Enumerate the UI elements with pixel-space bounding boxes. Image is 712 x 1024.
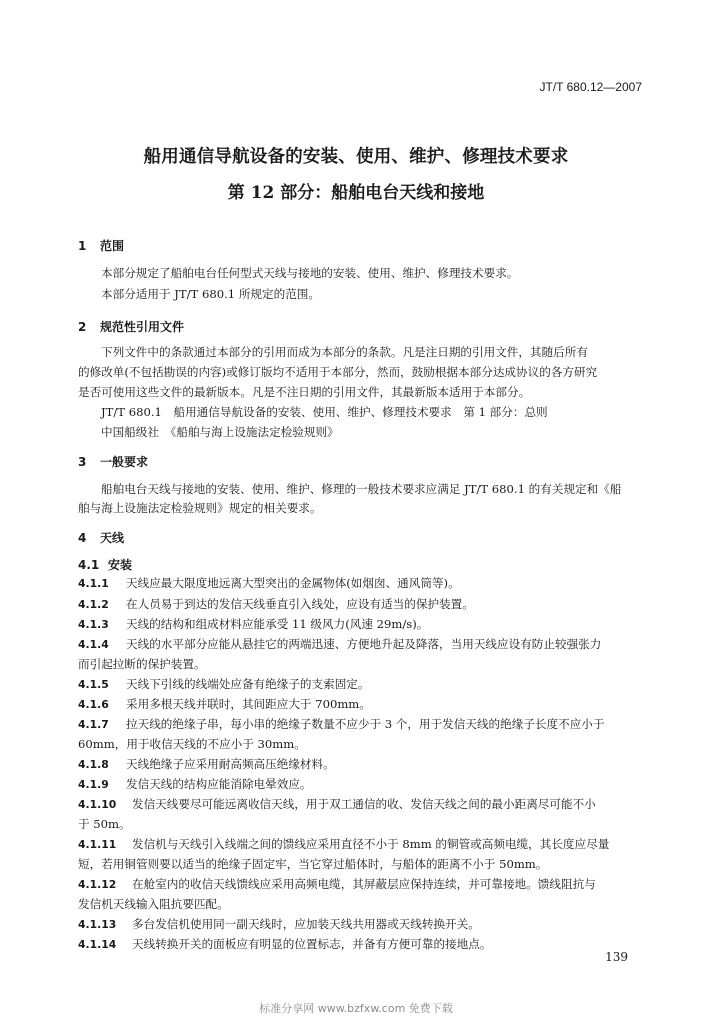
paragraph-line: 是否可使用这些文件的最新版本。凡是不注日期的引用文件，其最新版本适用于本部分。 — [78, 385, 531, 399]
subsection-title: 安装 — [108, 558, 133, 572]
clause-continuation: 发信机天线输入阻抗要匹配。 — [78, 897, 229, 911]
subsection-heading-installation — [78, 556, 132, 573]
clause-text: 在人员易于到达的发信天线垂直引入线处，应设有适当的保护装置。 — [126, 597, 474, 611]
clause-4-1-4 — [78, 636, 601, 653]
reference-item: JT/T 680.1 船用通信导航设备的安装、使用、维护、修理技术要求 第 1 部分：总则 — [101, 405, 548, 419]
clause-number: 4.1.13 — [78, 918, 117, 931]
section-heading-scope — [78, 237, 124, 254]
clause-4-1-2 — [78, 596, 474, 613]
clause-text: 天线转换开关的面板应有明显的位置标志，并备有方便可靠的接地点。 — [132, 937, 492, 951]
reference-item: 中国船级社 《船舶与海上设施法定检验规则》 — [101, 425, 339, 439]
clause-continuation: 于 50m。 — [78, 817, 131, 831]
clause-4-1-6 — [78, 696, 371, 713]
clause-number: 4.1.5 — [78, 678, 109, 691]
clause-text: 采用多根天线并联时，其间距应大于 700mm。 — [126, 697, 371, 711]
clause-4-1-7 — [78, 716, 605, 733]
section-number: 2 — [78, 320, 87, 334]
clause-number: 4.1.2 — [78, 598, 109, 611]
clause-4-1-11 — [78, 836, 609, 853]
section-number: 4 — [78, 531, 87, 545]
clause-4-1-5 — [78, 676, 369, 693]
clause-4-1-3 — [78, 616, 428, 633]
clause-continuation: 而引起拉断的保护装置。 — [78, 657, 206, 671]
section-title: 天线 — [100, 531, 125, 545]
clause-number: 4.1.14 — [78, 938, 117, 951]
section-title: 规范性引用文件 — [100, 320, 185, 334]
clause-text: 发信天线要尽可能远离收信天线，用于双工通信的收、发信天线之间的最小距离尽可能不小 — [132, 797, 596, 811]
clause-text: 拉天线的绝缘子串，每小串的绝缘子数量不应少于 3 个，用于发信天线的绝缘子长度不应小于 — [126, 717, 605, 731]
section-heading-general-requirements — [78, 453, 148, 470]
paragraph-line: 船舶电台天线与接地的安装、使用、维护、修理的一般技术要求应满足 JT/T 680.1 的有关规定和《船 — [101, 482, 622, 496]
clause-continuation: 60mm，用于收信天线的不应小于 30mm。 — [78, 737, 306, 751]
paragraph-line: 下列文件中的条款通过本部分的引用而成为本部分的条款。凡是注日期的引用文件，其随后所有 — [101, 345, 588, 359]
clause-number: 4.1.7 — [78, 718, 109, 731]
section-number: 3 — [78, 455, 87, 469]
clause-4-1-13 — [78, 916, 480, 933]
clause-text: 天线应最大限度地远离大型突出的金属物体(如烟囱、通风筒等)。 — [126, 576, 460, 590]
section-title: 一般要求 — [100, 455, 149, 469]
clause-number: 4.1.12 — [78, 878, 117, 891]
clause-text: 天线的结构和组成材料应能承受 11 级风力(风速 29m/s)。 — [126, 617, 429, 631]
clause-text: 天线绝缘子应采用耐高频高压绝缘材料。 — [126, 757, 335, 771]
page-number: 139 — [605, 950, 628, 964]
clause-text: 发信机与天线引入线端之间的馈线应采用直径不小于 8mm 的铜管或高频电缆，其长度应尽量 — [132, 837, 610, 851]
clause-4-1-9 — [78, 776, 312, 793]
clause-4-1-14 — [78, 936, 491, 953]
clause-number: 4.1.6 — [78, 698, 109, 711]
paragraph-line: 舶与海上设施法定检验规则》规定的相关要求。 — [78, 501, 322, 515]
clause-4-1-8 — [78, 756, 335, 773]
clause-text: 在舱室内的收信天线馈线应采用高频电缆，其屏蔽层应保持连续，并可靠接地。馈线阻抗与 — [132, 877, 596, 891]
footer-watermark: 标准分享网 www.bzfxw.com 免费下载 — [259, 1002, 453, 1015]
document-number: JT/T 680.12—2007 — [539, 80, 642, 94]
section-number: 1 — [78, 239, 87, 253]
clause-number: 4.1.4 — [78, 638, 109, 651]
part-title: 第 12 部分：船舶电台天线和接地 — [227, 183, 485, 203]
clause-number: 4.1.3 — [78, 618, 109, 631]
clause-number: 4.1.10 — [78, 798, 117, 811]
subsection-number: 4.1 — [78, 558, 100, 572]
clause-4-1-1 — [78, 575, 460, 592]
clause-number: 4.1.11 — [78, 838, 117, 851]
clause-text: 多台发信机使用同一副天线时，应加装天线共用器或天线转换开关。 — [132, 917, 480, 931]
section-heading-antenna — [78, 529, 124, 546]
clause-text: 天线下引线的线端处应备有绝缘子的支索固定。 — [126, 677, 370, 691]
clause-4-1-10 — [78, 796, 596, 813]
paragraph-line: 本部分适用于 JT/T 680.1 所规定的范围。 — [101, 287, 320, 301]
clause-number: 4.1.9 — [78, 778, 109, 791]
document-title: 船用通信导航设备的安装、使用、维护、修理技术要求 — [143, 147, 569, 167]
clause-number: 4.1.8 — [78, 758, 109, 771]
clause-continuation: 短，若用铜管则要以适当的绝缘子固定牢，当它穿过船体时，与船体的距离不小于 50mm。 — [78, 857, 548, 871]
paragraph-line: 本部分规定了船舶电台任何型式天线与接地的安装、使用、维护、修理技术要求。 — [101, 266, 519, 280]
paragraph-line: 的修改单(不包括勘误的内容)或修订版均不适用于本部分，然而，鼓励根据本部分达成协议的各方研究 — [78, 365, 598, 379]
section-title: 范围 — [100, 239, 125, 253]
clause-number: 4.1.1 — [78, 577, 109, 590]
section-heading-normative-references — [78, 318, 184, 335]
clause-text: 发信天线的结构应能消除电晕效应。 — [126, 777, 312, 791]
clause-text: 天线的水平部分应能从悬挂它的两端迅速、方便地升起及降落，当用天线应设有防止较强张力 — [126, 637, 602, 651]
clause-4-1-12 — [78, 876, 596, 893]
